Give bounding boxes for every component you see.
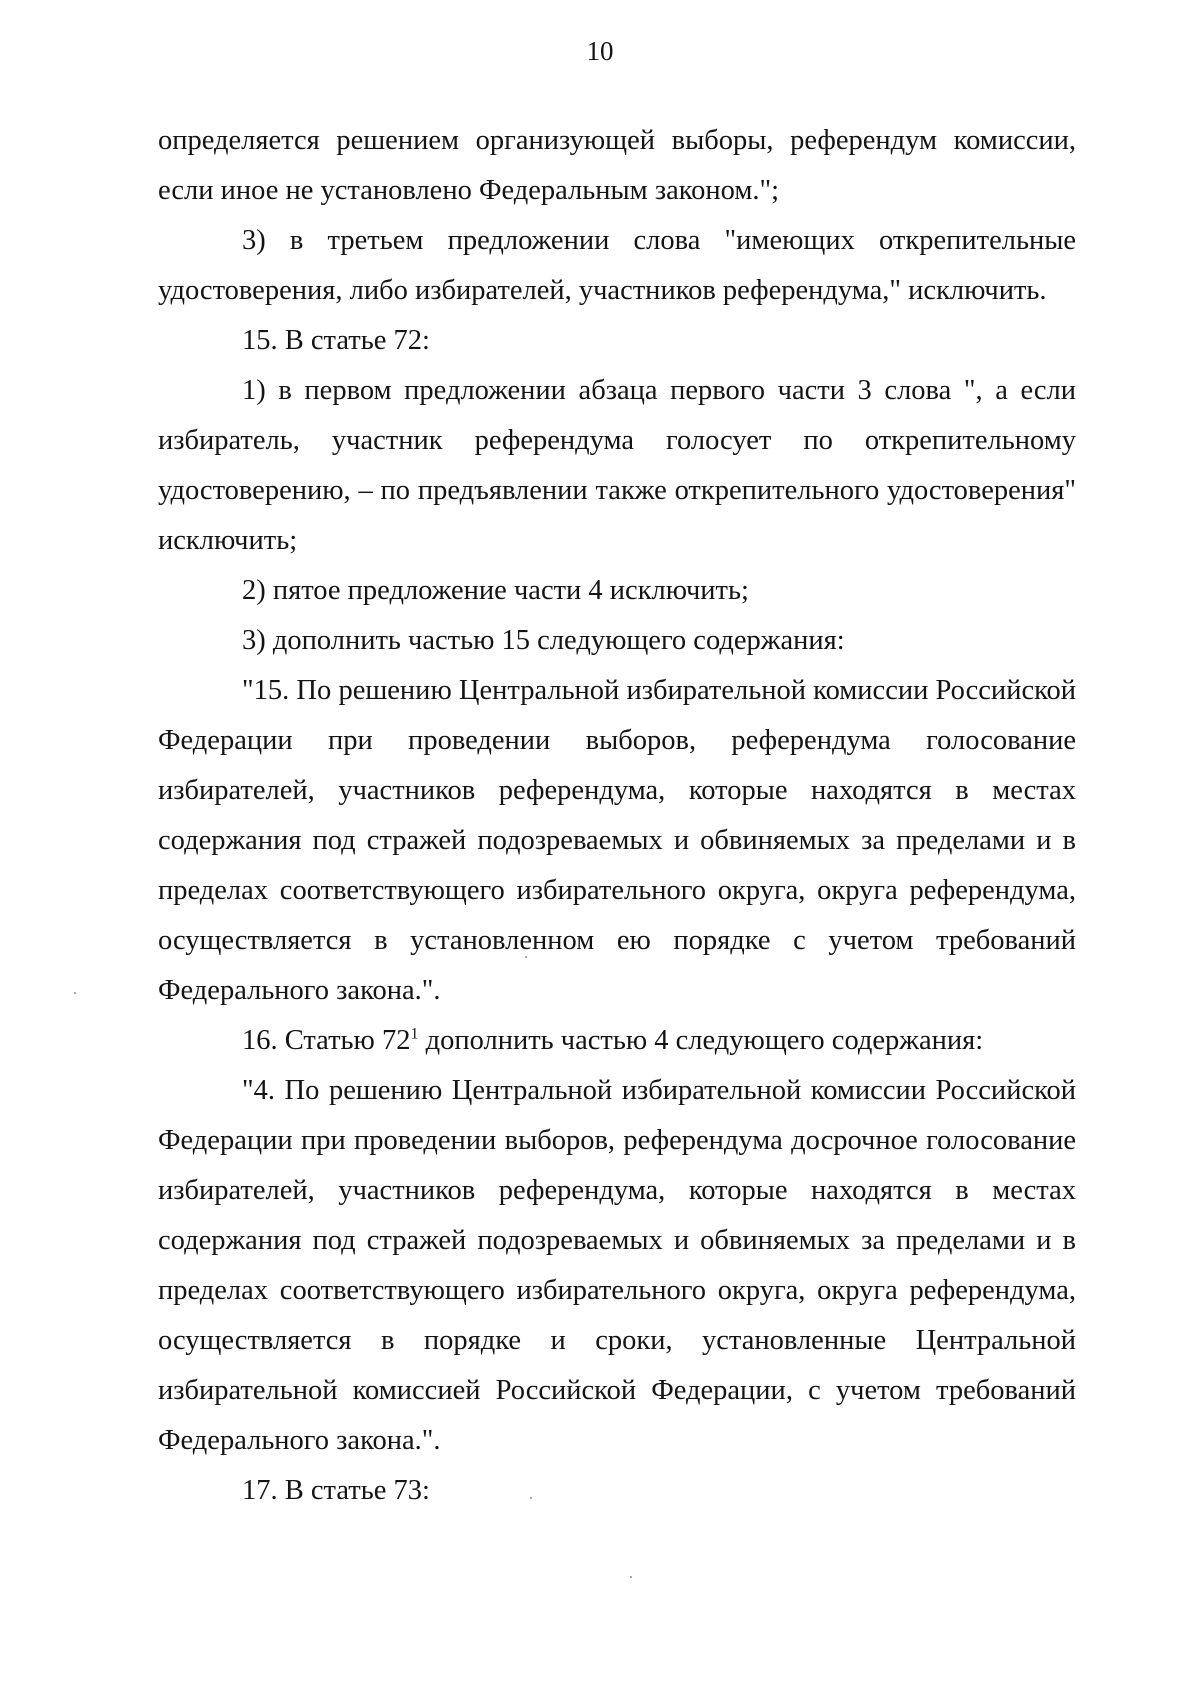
scan-speck: [74, 992, 76, 994]
paragraph-part-15-quote: "15. По решению Центральной избирательной комиссии Российской Федерации при проведении выборов, референдума голосование избирателей, участников референдума, которые находятся в местах содержания под стражей подозреваемых и обвиняемых за пределами и в пределах соответствующего избирательного округа, округа референдума, осуществляется в установленном ею порядке с учетом требований Федерального закона.".: [158, 675, 1076, 1006]
scan-speck: [630, 1576, 632, 1578]
paragraph-item-2-part-4: 2) пятое предложение части 4 исключить;: [242, 575, 749, 606]
document-body: [158, 116, 1076, 1516]
paragraph-part-4-quote: "4. По решению Центральной избирательной комиссии Российской Федерации при проведении выборов, референдума досрочное голосование избирателей, участников референдума, которые находятся в местах содержания под стражей подозреваемых и обвиняемых за пределами и в пределах соответствующего избирательного округа, округа референдума, осуществляется в порядке и сроки, установленные Центральной избирательной комиссией Российской Федерации, с учетом требований Федерального закона.".: [158, 1075, 1076, 1456]
paragraph-item-3-part-15: 3) дополнить частью 15 следующего содержания:: [242, 625, 845, 656]
paragraph-item-3-certificates: 3) в третьем предложении слова "имеющих открепительные удостоверения, либо избирателей, участников референдума," исключить.: [158, 225, 1076, 306]
paragraph-section-15-heading: 15. В статье 72:: [242, 325, 430, 356]
paragraph-section-16-heading: [158, 1016, 1076, 1066]
paragraph-item-1-part-3: 1) в первом предложении абзаца первого части 3 слова ", а если избиратель, участник референдума голосует по открепительному удостоверению, – по предъявлении также открепительного удостоверения" исключить;: [158, 375, 1076, 556]
article-superscript: 1: [410, 1025, 419, 1043]
section-16-text-after: дополнить частью 4 следующего содержания:: [418, 1025, 984, 1056]
scan-speck: [530, 1497, 532, 1499]
paragraph-section-17-heading: 17. В статье 73:: [242, 1475, 430, 1506]
scan-speck: [525, 956, 527, 958]
page-number: 10: [586, 36, 614, 66]
paragraph-continuation: определяется решением организующей выборы, референдум комиссии, если иное не установлено Федеральным законом.";: [158, 125, 1076, 206]
section-16-text-before: 16. Статью 72: [242, 1025, 411, 1056]
